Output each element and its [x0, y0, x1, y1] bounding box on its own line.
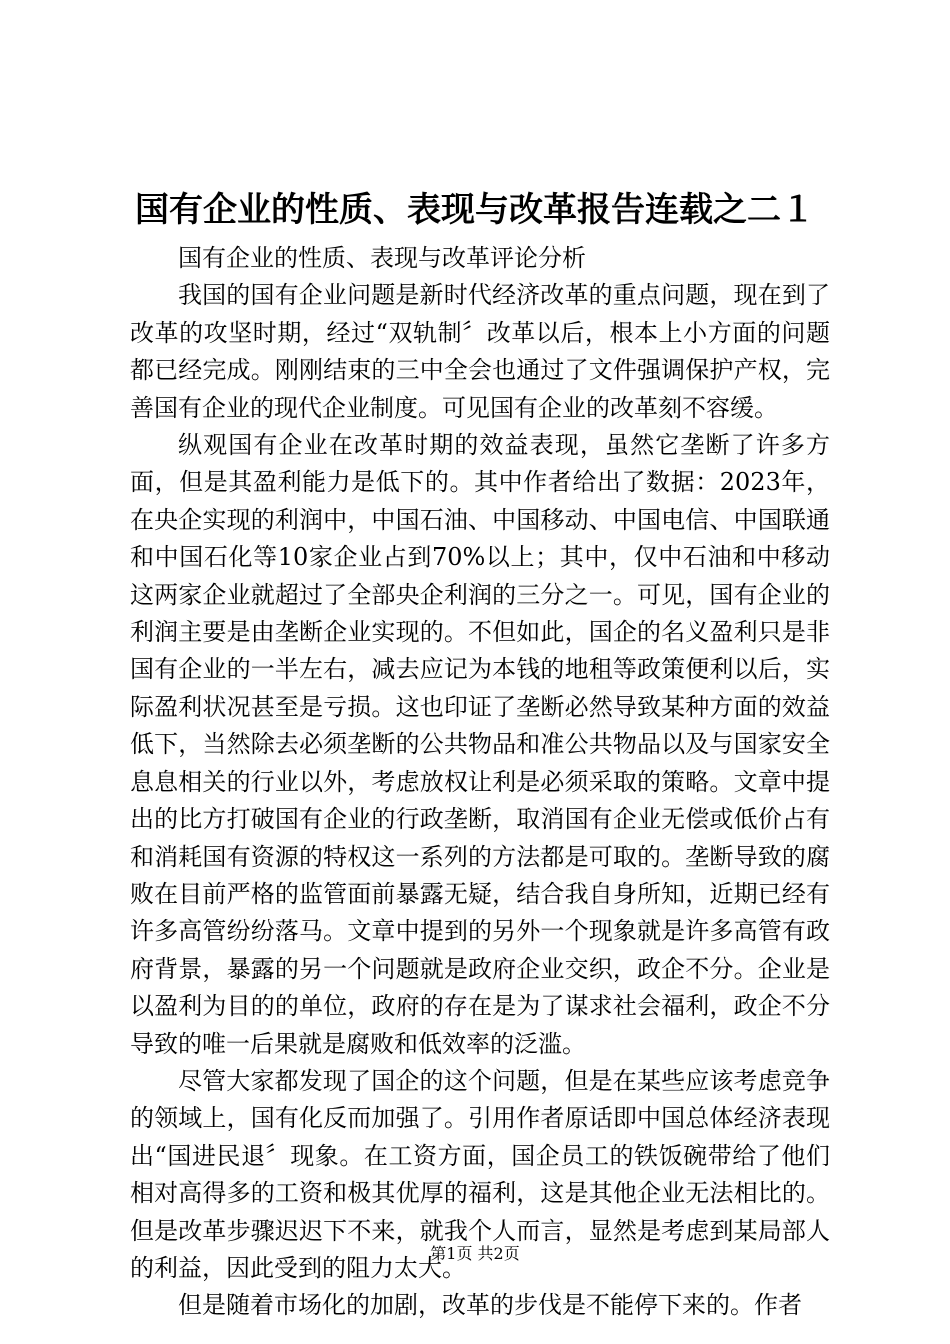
paragraph: 纵观国有企业在改革时期的效益表现，虽然它垄断了许多方面，但是其盈利能力是低下的。其中作者给出了数据：2023年，在央企实现的利润中，中国石油、中国移动、中国电信、中国联通和中国石化等10家企业占到70%以上；其中，仅中石油和中移动这两家企业就超过了全部央企利润的三分之一。可见，国有企业的利润主要是由垄断企业实现的。不但如此，国企的名义盈利只是非国有企业的一半左右，减去应记为本钱的地租等政策便利以后，实际盈利状况甚至是亏损。这也印证了垄断必然导致某种方面的效益低下，当然除去必须垄断的公共物品和准公共物品以及与国家安全息息相关的行业以外，考虑放权让利是必须采取的策略。文章中提出的比方打破国有企业的行政垄断，取消国有企业无偿或低价占有和消耗国有资源的特权这一系列的方法都是可取的。垄断导致的腐败在目前严格的监管面前暴露无疑，结合我自身所知，近期已经有许多高管纷纷落马。文章中提到的另外一个现象就是许多高管有政府背景，暴露的另一个问题就是政府企业交织，政企不分。企业是以盈利为目的的单位，政府的存在是为了谋求社会福利，政企不分导致的唯一后果就是腐败和低效率的泛滥。	[130, 431, 830, 1058]
page-number-footer: 第1页 共2页	[430, 1244, 520, 1263]
document-title: 国有企业的性质、表现与改革报告连载之二１	[135, 190, 815, 230]
paragraph: 但是随着市场化的加剧，改革的步伐是不能停下来的。作者	[178, 1291, 802, 1320]
document-body	[130, 240, 830, 1325]
paragraph-subtitle: 国有企业的性质、表现与改革评论分析	[178, 244, 586, 272]
paragraph: 我国的国有企业问题是新时代经济改革的重点问题，现在到了改革的攻坚时期，经过“双轨制〞改革以后，根本上小方面的问题都已经完成。刚刚结束的三中全会也通过了文件强调保护产权，完善国有企业的现代企业制度。可见国有企业的改革刻不容缓。	[130, 281, 830, 422]
paragraph: 尽管大家都发现了国企的这个问题，但是在某些应该考虑竞争的领域上，国有化反而加强了。引用作者原话即中国总体经济表现出“国进民退〞现象。在工资方面，国企员工的铁饭碗带给了他们相对高得多的工资和极其优厚的福利，这是其他企业无法相比的。但是改革步骤迟迟下不来，就我个人而言，显然是考虑到某局部人的利益，因此受到的阻力太大。	[130, 1066, 830, 1282]
